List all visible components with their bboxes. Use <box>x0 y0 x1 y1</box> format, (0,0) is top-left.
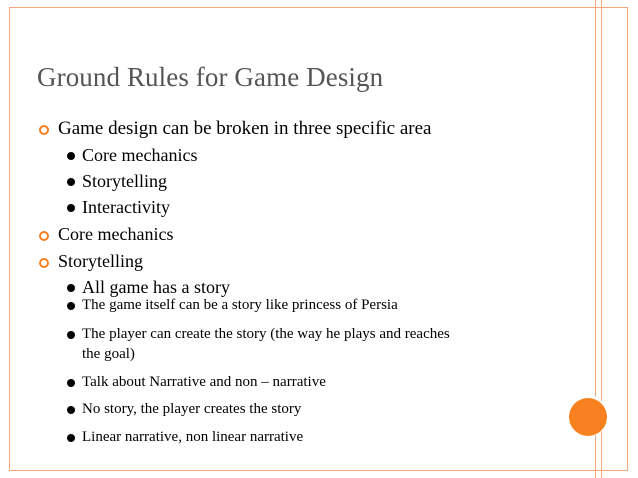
bullet-text-continuation: the goal) <box>82 346 135 362</box>
decorative-orange-circle <box>569 398 607 436</box>
bullet-dot-icon <box>67 406 75 414</box>
bullet-ring-icon <box>39 231 49 241</box>
bullet-text: Core mechanics <box>58 224 174 244</box>
bullet-dot-icon <box>67 178 75 186</box>
bullet-text: Talk about Narrative and non – narrative <box>82 374 326 390</box>
bullet-ring-icon <box>39 125 49 135</box>
bullet-text: Storytelling <box>58 251 143 271</box>
bullet-text: Core mechanics <box>82 145 198 165</box>
bullet-dot-icon <box>67 152 75 160</box>
bullet-dot-icon <box>67 379 75 387</box>
bullet-dot-icon <box>67 434 75 442</box>
bullet-text: All game has a story <box>82 277 230 297</box>
bullet-text: The player can create the story (the way he plays and reaches <box>82 326 450 342</box>
bullet-ring-icon <box>39 258 49 268</box>
bullet-text: No story, the player creates the story <box>82 401 302 417</box>
bullet-dot-icon <box>67 204 75 212</box>
bullet-dot-icon <box>67 302 75 310</box>
bullet-text: Storytelling <box>82 171 167 191</box>
bullet-dot-icon <box>67 331 75 339</box>
bullet-text: The game itself can be a story like princess of Persia <box>82 297 398 313</box>
bullet-text: Game design can be broken in three specific area <box>58 118 432 139</box>
bullet-text: Linear narrative, non linear narrative <box>82 429 304 445</box>
bullet-text: Interactivity <box>82 197 170 217</box>
bullet-dot-icon <box>67 284 75 292</box>
slide-title: Ground Rules for Game Design <box>37 62 384 92</box>
